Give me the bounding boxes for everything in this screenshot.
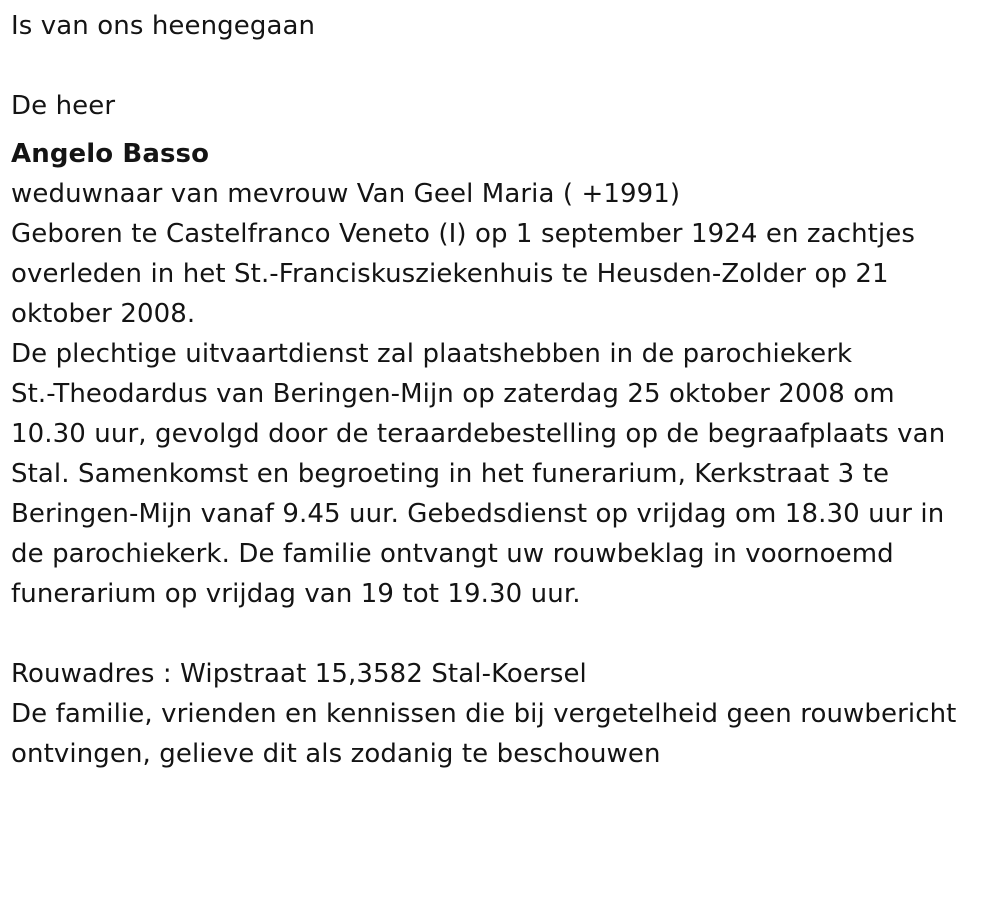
death-notice bbox=[11, 6, 986, 774]
mourning-address: Rouwadres : Wipstraat 15,3582 Stal-Koersel bbox=[11, 659, 587, 689]
funeral-line: 10.30 uur, gevolgd door de teraardebestelling op de begraafplaats van bbox=[11, 419, 946, 449]
spouse-line: weduwnaar van mevrouw Van Geel Maria ( +1991) bbox=[11, 179, 681, 209]
deceased-name: Angelo Basso bbox=[11, 139, 210, 169]
funeral-line: Stal. Samenkomst en begroeting in het funerarium, Kerkstraat 3 te bbox=[11, 459, 890, 489]
funeral-line: funerarium op vrijdag van 19 tot 19.30 uur. bbox=[11, 579, 581, 609]
closing-line: De familie, vrienden en kennissen die bij vergetelheid geen rouwbericht bbox=[11, 699, 957, 729]
funeral-line: De plechtige uitvaartdienst zal plaatshebben in de parochiekerk bbox=[11, 339, 853, 369]
intro-line: Is van ons heengegaan bbox=[11, 11, 316, 41]
salutation: De heer bbox=[11, 91, 116, 121]
funeral-paragraph bbox=[11, 334, 986, 614]
funeral-line: Beringen-Mijn vanaf 9.45 uur. Gebedsdienst op vrijdag om 18.30 uur in bbox=[11, 499, 945, 529]
closing-paragraph bbox=[11, 694, 986, 774]
funeral-line: de parochiekerk. De familie ontvangt uw rouwbeklag in voornoemd bbox=[11, 539, 894, 569]
birth-death-paragraph bbox=[11, 214, 986, 334]
closing-line: ontvingen, gelieve dit als zodanig te beschouwen bbox=[11, 739, 661, 769]
birth-death-line: oktober 2008. bbox=[11, 299, 196, 329]
birth-death-line: Geboren te Castelfranco Veneto (I) op 1 september 1924 en zachtjes bbox=[11, 219, 916, 249]
birth-death-line: overleden in het St.-Franciskusziekenhuis te Heusden-Zolder op 21 bbox=[11, 259, 889, 289]
funeral-line: St.-Theodardus van Beringen-Mijn op zaterdag 25 oktober 2008 om bbox=[11, 379, 895, 409]
